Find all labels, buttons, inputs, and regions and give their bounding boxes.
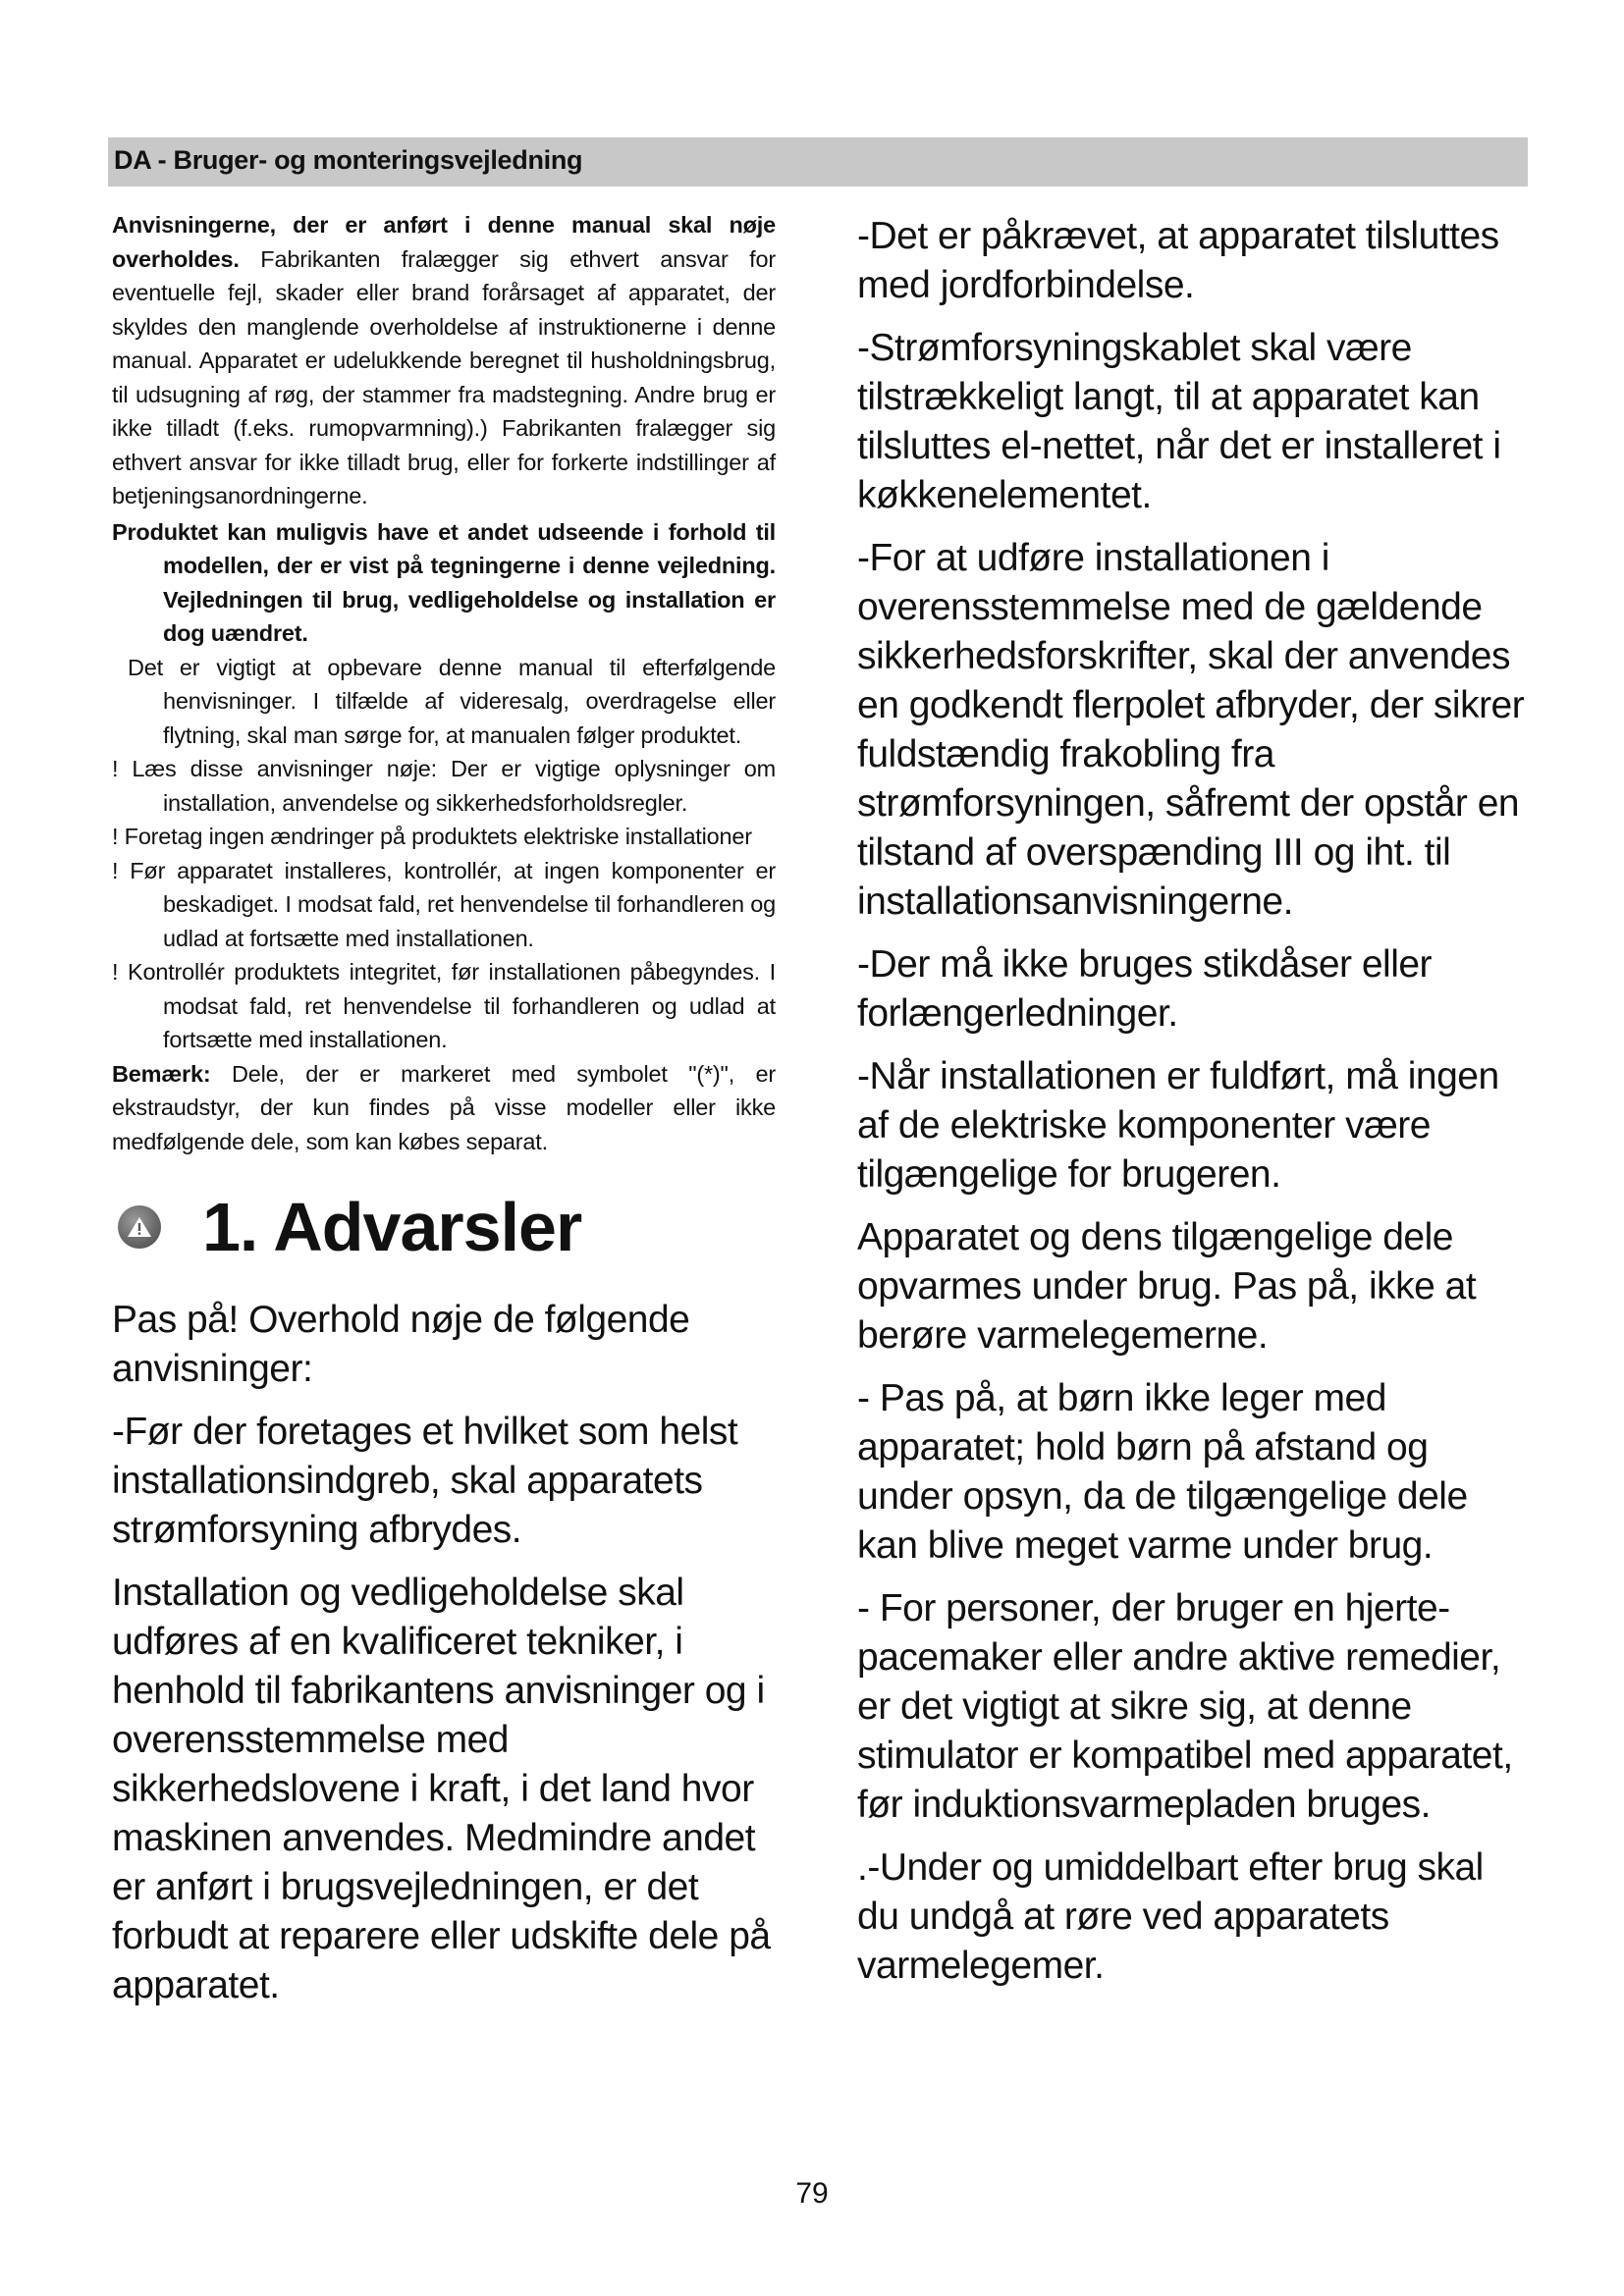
document-header	[108, 137, 1528, 187]
bullet-item: ! Læs disse anvisninger nøje: Der er vigtige oplysninger om installation, anvendelse og sikkerhedsforholdsregler.	[112, 756, 776, 816]
header-title: DA - Bruger- og monteringsvejledning	[114, 145, 583, 175]
note-label: Bemærk:	[112, 1060, 211, 1087]
bullet-item: ! Foretag ingen ændringer på produktets elektriske installationer	[112, 824, 752, 849]
warning-paragraph: -Strømforsyningskablet skal være tilstrækkeligt langt, til at apparatet kan tilsluttes el-nettet, når det er installeret i køkkenelementet.	[857, 327, 1501, 516]
left-warnings	[112, 1296, 776, 2010]
appearance-note: Produktet kan muligvis have et andet udseende i forhold til modellen, der er vist på tegningerne i denne vejledning. Vejledningen til brug, vedligeholdelse og installation er dog uændret.	[112, 518, 776, 646]
warning-paragraph: .-Under og umiddelbart efter brug skal du undgå at røre ved apparatets varmelegemer.	[857, 1846, 1484, 1987]
bullet-item: ! Kontrollér produktets integritet, før installationen påbegyndes. I modsat fald, ret henvendelse til forhandleren og udlad at fortsætte med installationen.	[112, 959, 776, 1052]
warning-paragraph: Installation og vedligeholdelse skal udføres af en kvalificeret tekniker, i henhold til fabrikantens anvisninger og i overensstemmelse med sikkerhedslovene i kraft, i det land hvor maskinen anvendes. Medmindre andet er anført i brugsvejledningen, er det forbudt at reparere eller udskifte dele på apparatet.	[112, 1572, 771, 2006]
warning-paragraph: Apparatet og dens tilgængelige dele opvarmes under brug. Pas på, ikke at berøre varmelegemerne.	[857, 1216, 1477, 1357]
note-paragraph	[112, 1057, 776, 1159]
warning-paragraph: -Før der foretages et hvilket som helst installationsindgreb, skal apparatets strømforsyning afbrydes.	[112, 1411, 738, 1551]
left-column	[112, 208, 776, 2024]
keep-manual-paragraph: Det er vigtigt at opbevare denne manual til efterfølgende henvisninger. I tilfælde af videresalg, overdragelse eller flytning, skal man sørge for, at manualen følger produktet.	[128, 654, 776, 748]
intro-bold: Anvisningerne, der er anført i denne manual skal nøje overholdes.	[112, 212, 776, 272]
section-heading	[118, 1188, 776, 1266]
warning-paragraph: - For personer, der bruger en hjerte-pacemaker eller andre aktive remedier, er det vigtigt at sikre sig, at denne stimulator er kompatibel med apparatet, før induktionsvarmepladen bruges.	[857, 1587, 1513, 1826]
bullet-item: ! Før apparatet installeres, kontrollér, at ingen komponenter er beskadiget. I modsat fald, ret henvendelse til forhandleren og udlad at fortsætte med installationen.	[112, 857, 776, 951]
intro-text: Fabrikanten fralægger sig ethvert ansvar for eventuelle fejl, skader eller brand forårsaget af apparatet, der skyldes den manglende overholdelse af instruktionerne i denne manual. Apparatet er udelukkende beregnet til husholdningsbrug, til udsugning af røg, der stammer fra madstegning. Andre brug er ikke tilladt (f.eks. rumopvarmning).) Fabrikanten fralægger sig ethvert ansvar for ikke tilladt brug, eller for forkerte indstillinger af betjeningsanordningerne.	[112, 245, 776, 508]
warning-paragraph: -Det er påkrævet, at apparatet tilsluttes med jordforbindelse.	[857, 215, 1499, 306]
intro-paragraph	[112, 208, 776, 513]
section-title: 1. Advarsler	[202, 1189, 582, 1265]
warning-paragraph: Pas på! Overhold nøje de følgende anvisninger:	[112, 1299, 690, 1390]
intro-block	[112, 208, 776, 1158]
warning-paragraph: - Pas på, at børn ikke leger med apparatet; hold børn på afstand og under opsyn, da de tilgængelige dele kan blive meget varme under brug.	[857, 1377, 1468, 1567]
warning-icon	[118, 1205, 161, 1249]
page-number: 79	[795, 2177, 829, 2210]
warning-paragraph: -For at udføre installationen i overensstemmelse med de gældende sikkerhedsforskrifter, skal der anvendes en godkendt flerpolet afbryder, der sikrer fuldstændig frakobling fra strømforsyningen, såfremt der opstår en tilstand af overspænding III og iht. til installationsanvisningerne.	[857, 537, 1525, 923]
right-column	[857, 212, 1525, 2004]
warning-paragraph: -Når installationen er fuldført, må ingen af de elektriske komponenter være tilgængelige for brugeren.	[857, 1055, 1499, 1196]
note-text: Dele, der er markeret med symbolet "(*)", er ekstraudstyr, der kun findes på visse modeller eller ikke medfølgende dele, som kan købes separat.	[112, 1060, 776, 1154]
warning-paragraph: -Der må ikke bruges stikdåser eller forlængerledninger.	[857, 943, 1433, 1035]
